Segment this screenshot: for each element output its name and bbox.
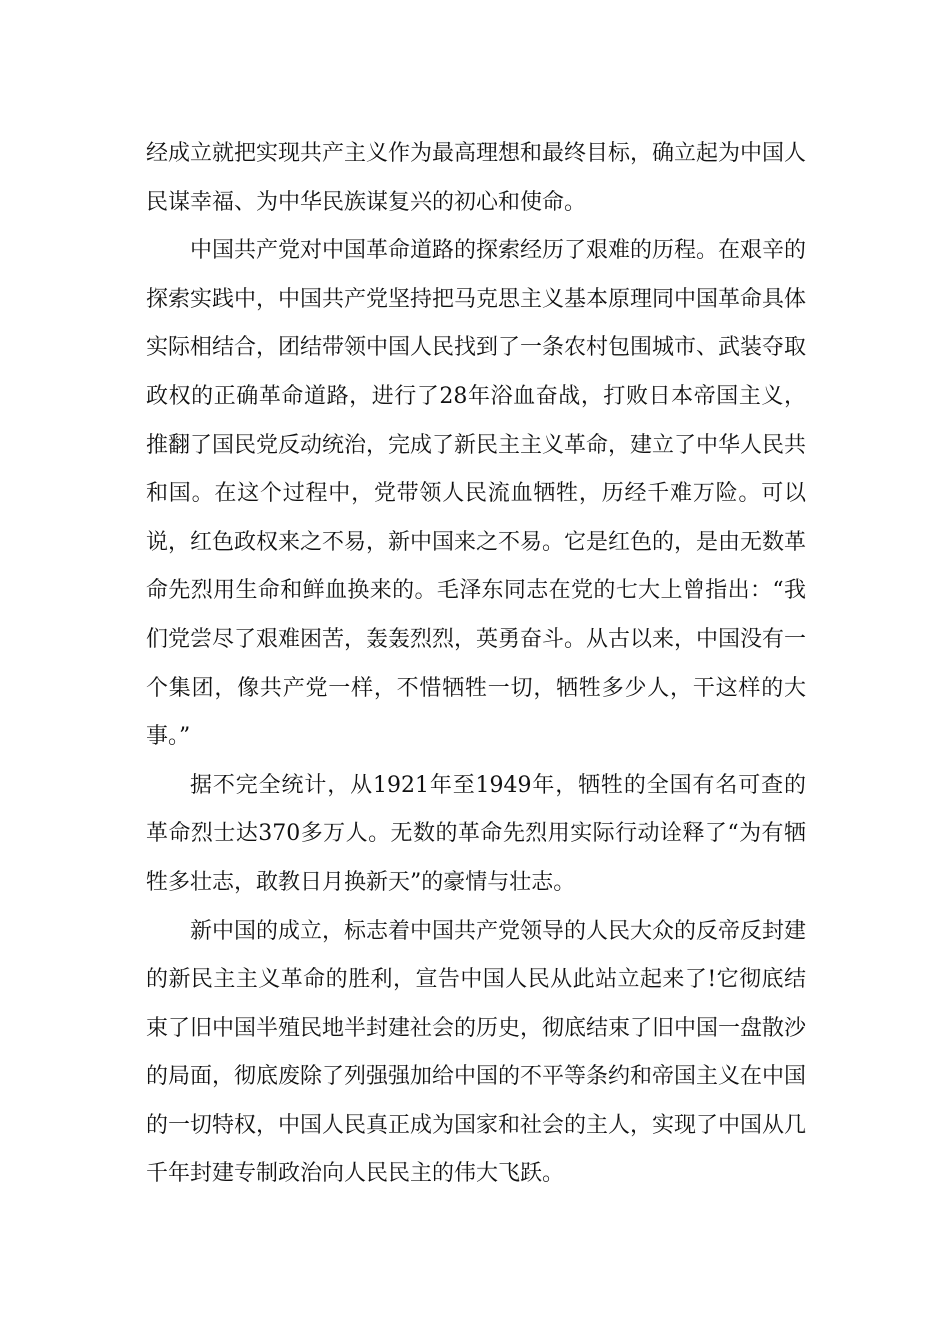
paragraph-4: 新中国的成立，标志着中国共产党领导的人民大众的反帝反封建的新民主主义革命的胜利，宣告中国人民从此站立起来了!它彻底结束了旧中国半殖民地半封建社会的历史，彻底结束了旧中国一盘散沙的局面，彻底废除了列强强加给中国的不平等条约和帝国主义在中国的一切特权，中国人民真正成为国家和社会的主人，实现了中国从几千年封建专制政治向人民民主的伟大飞跃。 — [146, 918, 807, 1187]
document-body — [146, 130, 806, 1199]
paragraph-1: 经成立就把实现共产主义作为最高理想和最终目标，确立起为中国人民谋幸福、为中华民族谋复兴的初心和使命。 — [146, 141, 807, 215]
paragraph-3: 据不完全统计，从1921年至1949年，牺牲的全国有名可查的革命烈士达370多万人。无数的革命先烈用实际行动诠释了“为有牺牲多壮志，敢教日月换新天”的豪情与壮志。 — [146, 772, 806, 895]
paragraph-2: 中国共产党对中国革命道路的探索经历了艰难的历程。在艰辛的探索实践中，中国共产党坚持把马克思主义基本原理同中国革命具体实际相结合，团结带领中国人民找到了一条农村包围城市、武装夺取政权的正确革命道路，进行了28年浴血奋战，打败日本帝国主义，推翻了国民党反动统治，完成了新民主主义革命，建立了中华人民共和国。在这个过程中，党带领人民流血牺牲，历经千难万险。可以说，红色政权来之不易，新中国来之不易。它是红色的，是由无数革命先烈用生命和鲜血换来的。毛泽东同志在党的七大上曾指出：“我们党尝尽了艰难困苦，轰轰烈烈，英勇奋斗。从古以来，中国没有一个集团，像共产党一样，不惜牺牲一切，牺牲多少人，干这样的大事。” — [146, 238, 807, 750]
